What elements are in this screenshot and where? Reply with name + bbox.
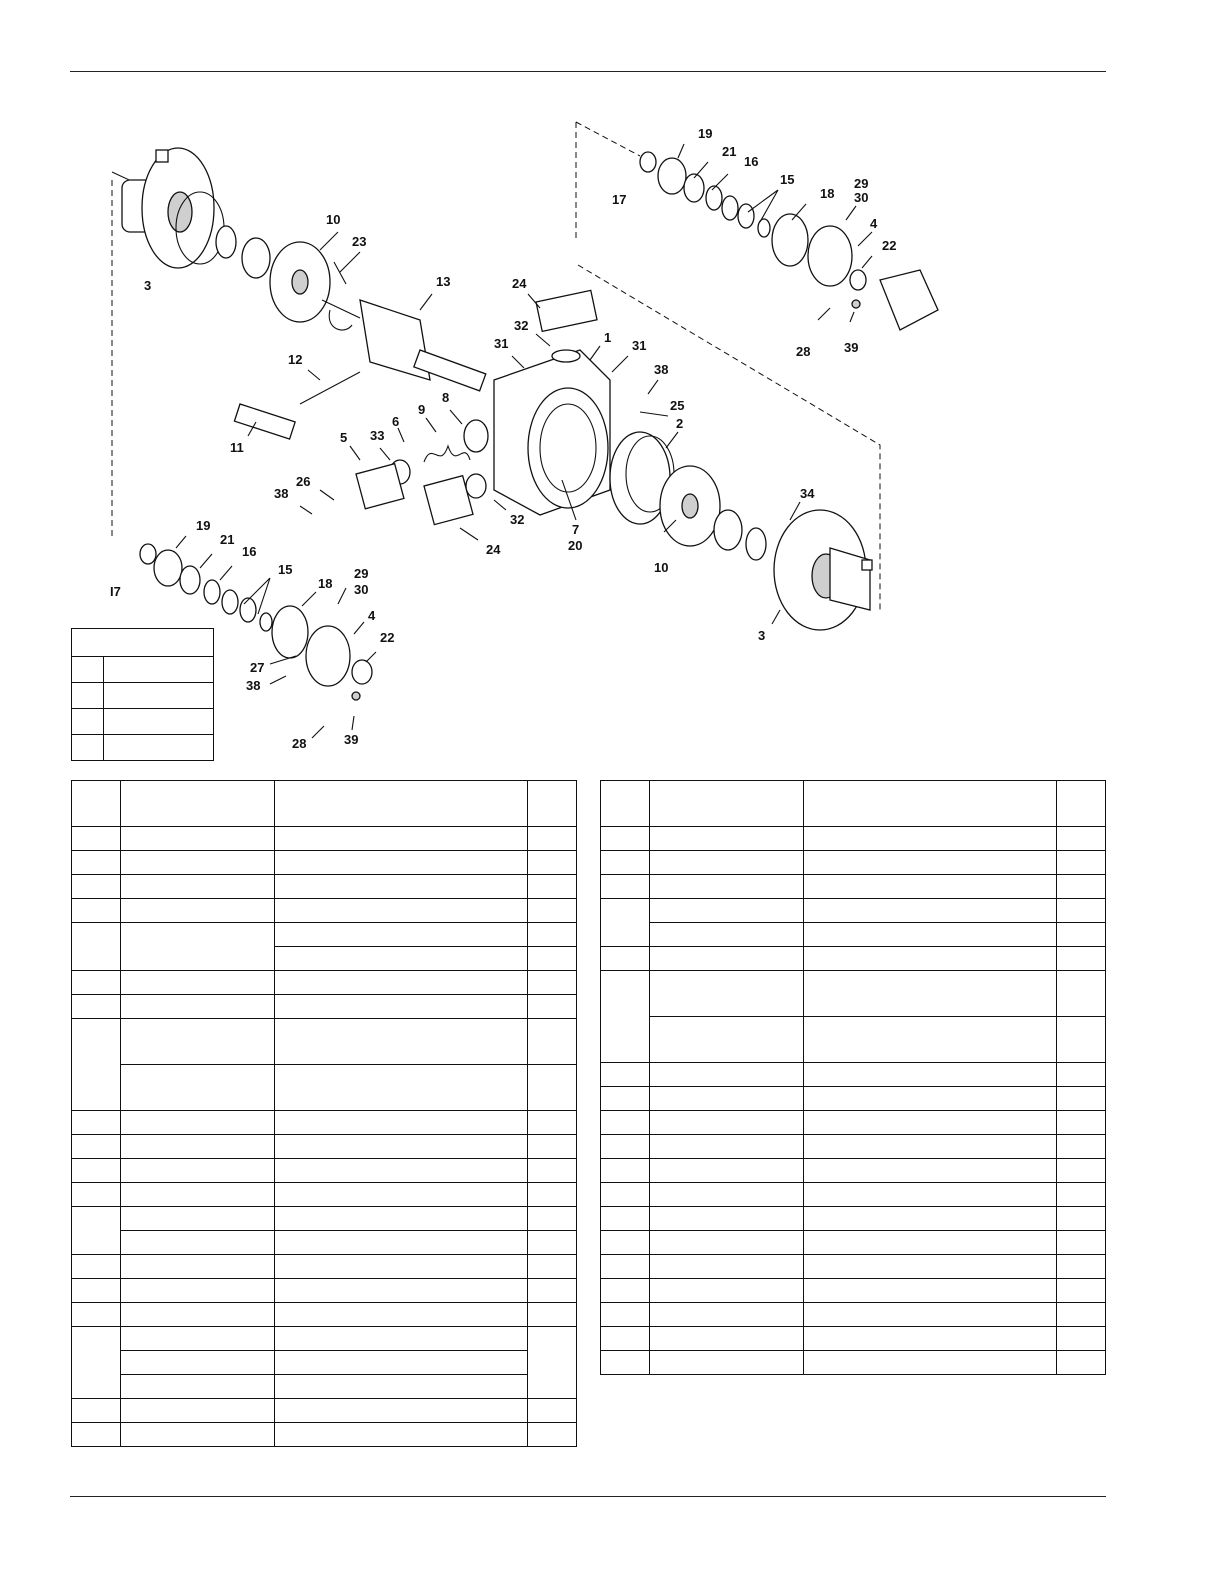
callout-4-top: 4: [870, 216, 878, 231]
callout-30-bottom: 30: [354, 582, 369, 597]
callout-5: 5: [340, 430, 348, 445]
callout-3-lower: 3: [758, 628, 766, 643]
callout-31-right: 31: [632, 338, 647, 353]
pushrod: [300, 372, 360, 404]
callout-21-top: 21: [722, 144, 737, 159]
callout-13: 13: [436, 274, 451, 289]
callout-11: 11: [230, 440, 244, 455]
callout-7: 7: [572, 522, 580, 537]
callout-21-bottom: 21: [220, 532, 235, 547]
outboard-head: [774, 510, 872, 630]
callout-12: 12: [288, 352, 303, 367]
pump-casing: [494, 290, 610, 515]
callout-10-lower: 10: [654, 560, 669, 575]
callout-38-bottom: 38: [246, 678, 261, 693]
callout-31-left: 31: [494, 336, 509, 351]
bottom-rule: [70, 1496, 1106, 1497]
callout-32-top: 32: [514, 318, 529, 333]
callout-9: 9: [418, 402, 426, 417]
callout-18-bottom: 18: [318, 576, 333, 591]
callout-30-top: 30: [854, 190, 869, 205]
callout-18-top: 18: [820, 186, 835, 201]
legend-box: [71, 628, 214, 761]
callout-28-top: 28: [796, 344, 811, 359]
idler-end-plate: [660, 466, 766, 560]
callout-8: 8: [442, 390, 450, 405]
callout-28-bottom: 28: [292, 736, 307, 751]
callout-32-bottom: 32: [510, 512, 525, 527]
parts-table-right: [600, 780, 1106, 1375]
callout-1: 1: [604, 330, 612, 345]
callout-3-upper: 3: [144, 278, 152, 293]
callout-16-top: 16: [744, 154, 759, 169]
callout-23: 23: [352, 234, 367, 249]
callout-27: 27: [250, 660, 265, 675]
callout-17-bottom: I7: [110, 584, 121, 599]
parts-table-left: [71, 780, 577, 1447]
callout-6: 6: [392, 414, 400, 429]
callout-20: 20: [568, 538, 583, 553]
callout-22-top: 22: [882, 238, 897, 253]
callout-19-top: 19: [698, 126, 713, 141]
drive-end-housing: [112, 148, 270, 278]
callout-2: 2: [676, 416, 684, 431]
callout-19-bottom: 19: [196, 518, 211, 533]
callout-38-center: 38: [654, 362, 669, 377]
callout-15-top: 15: [780, 172, 795, 187]
callout-16-bottom: 16: [242, 544, 257, 559]
callout-29-top: 29: [854, 176, 869, 191]
callout-39-top: 39: [844, 340, 859, 355]
vane: [234, 404, 295, 439]
callout-38-left: 38: [274, 486, 289, 501]
callout-34: 34: [800, 486, 815, 501]
callout-33: 33: [370, 428, 385, 443]
callout-15-bottom: 15: [278, 562, 293, 577]
callout-24-top: 24: [512, 276, 527, 291]
rotor-end-plate: [270, 242, 330, 322]
callout-26: 26: [296, 474, 311, 489]
callout-24-bottom: 24: [486, 542, 501, 557]
callout-25: 25: [670, 398, 685, 413]
callout-29-bottom: 29: [354, 566, 369, 581]
callout-22-bottom: 22: [380, 630, 395, 645]
callout-10-upper: 10: [326, 212, 341, 227]
callout-39-bottom: 39: [344, 732, 359, 747]
callout-17-top: 17: [612, 192, 627, 207]
callout-4-bottom: 4: [368, 608, 376, 623]
rotor-and-shaft: [322, 262, 486, 391]
